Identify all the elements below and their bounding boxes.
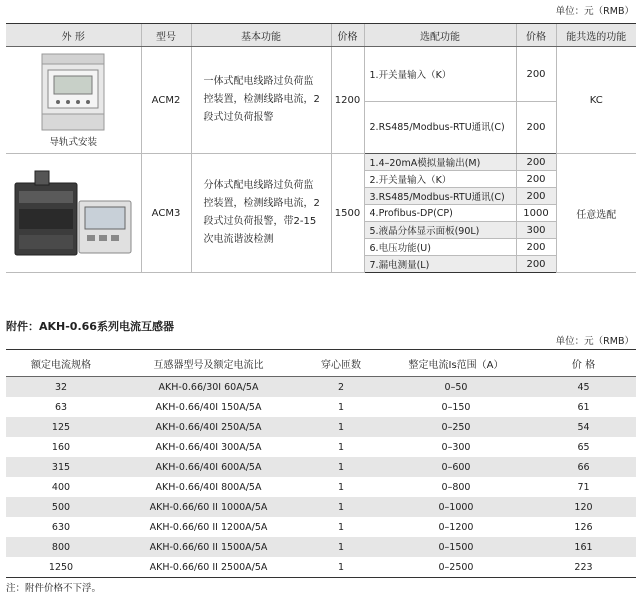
ct-price: 54 xyxy=(531,417,636,437)
header-option-price: 价格 xyxy=(516,24,556,47)
ct-model: AKH-0.66/60 II 2500A/5A xyxy=(116,557,301,578)
ct-table xyxy=(6,349,636,578)
product-table-header xyxy=(6,24,636,47)
footnote: 注：附件价格不下浮。 xyxy=(6,583,102,594)
acm2-price: 1200 xyxy=(331,47,364,154)
acm2-option-2: 2.RS485/Modbus-RTU通讯(C) xyxy=(364,102,516,154)
acm3-option-1-price: 200 xyxy=(516,154,556,171)
table-row xyxy=(6,377,636,398)
ct-turns: 1 xyxy=(337,441,345,453)
table-row xyxy=(6,477,636,497)
acm3-option-4-price: 1000 xyxy=(516,205,556,222)
header-appearance: 外 形 xyxy=(6,24,141,47)
ct-range: 0–150 xyxy=(441,401,471,413)
table-row xyxy=(6,397,636,417)
ct-price: 126 xyxy=(574,521,593,533)
acm2-option-1: 1.开关量输入（K） xyxy=(364,47,516,102)
ct-range: 0–300 xyxy=(441,441,471,453)
ct-model: AKH-0.66/60 II 1500A/5A xyxy=(116,537,301,557)
ct-rated-current: 315 xyxy=(6,457,116,477)
header-basic-function: 基本功能 xyxy=(191,24,331,47)
ct-range: 0–1200 xyxy=(438,521,474,533)
table-row xyxy=(6,437,636,457)
table-row xyxy=(6,537,636,557)
product-table xyxy=(6,23,636,273)
acm2-option-2-price: 200 xyxy=(516,102,556,154)
unit-label-1: 单位：元（RMB） xyxy=(555,6,634,17)
ct-range: 0–800 xyxy=(441,481,471,493)
acm3-option-2-price: 200 xyxy=(516,171,556,188)
acm3-option-6: 6.电压功能(U) xyxy=(364,239,516,256)
ct-model: AKH-0.66/40I 300A/5A xyxy=(155,441,262,453)
ct-price: 61 xyxy=(577,401,590,413)
ct-turns: 1 xyxy=(301,497,381,517)
table-row xyxy=(6,497,636,517)
table-row xyxy=(6,417,636,437)
ct-rated-current: 125 xyxy=(6,417,116,437)
header-price: 价格 xyxy=(331,24,364,47)
acm3-option-3: 3.RS485/Modbus-RTU通讯(C) xyxy=(364,188,516,205)
ct-model: AKH-0.66/40I 800A/5A xyxy=(155,481,262,493)
acm3-image-cell xyxy=(6,154,141,273)
ct-turns: 1 xyxy=(301,457,381,477)
ct-turns: 1 xyxy=(301,557,381,578)
ct-rated-current: 1250 xyxy=(6,557,116,578)
ct-price: 71 xyxy=(577,481,590,493)
acm3-combo: 任意选配 xyxy=(556,154,636,273)
ct-rated-current: 63 xyxy=(54,401,68,413)
ct-price: 161 xyxy=(531,537,636,557)
ct-header-price: 价 格 xyxy=(531,350,636,377)
ct-range: 0–250 xyxy=(381,417,531,437)
acm3-function: 分体式配电线路过负荷监控装置，检测线路电流，2段式过负荷报警，带2-15次电流谐波检测 xyxy=(191,154,331,273)
acm3-option-2: 2.开关量输入（K） xyxy=(364,171,516,188)
ct-range: 0–2500 xyxy=(381,557,531,578)
ct-header-range: 整定电流Is范围（A） xyxy=(381,350,531,377)
header-combo: 能共选的功能 xyxy=(556,24,636,47)
ct-table-header xyxy=(6,350,636,377)
ct-turns: 1 xyxy=(301,417,381,437)
acm2-combo: KC xyxy=(556,47,636,154)
unit-label-2: 单位：元（RMB） xyxy=(555,336,634,347)
ct-price: 223 xyxy=(531,557,636,578)
acm2-device-image xyxy=(38,52,108,132)
acm3-option-6-price: 200 xyxy=(516,239,556,256)
acm3-option-1: 1.4–20mA模拟量输出(M) xyxy=(364,154,516,171)
ct-rated-current: 32 xyxy=(6,377,116,398)
acm3-option-3-price: 200 xyxy=(516,188,556,205)
table-row xyxy=(6,457,636,477)
ct-model: AKH-0.66/40I 150A/5A xyxy=(155,401,262,413)
ct-range: 0–50 xyxy=(381,377,531,398)
ct-price: 45 xyxy=(531,377,636,398)
ct-range: 0–600 xyxy=(381,457,531,477)
accessory-title: 附件：AKH-0.66系列电流互感器 xyxy=(6,320,174,333)
header-options: 选配功能 xyxy=(364,24,516,47)
ct-rated-current: 630 xyxy=(51,521,71,533)
acm3-option-5: 5.液晶分体显示面板(90L) xyxy=(364,222,516,239)
acm2-image-caption: 导轨式安装 xyxy=(49,137,97,148)
acm2-image-cell xyxy=(6,47,141,154)
ct-price: 120 xyxy=(531,497,636,517)
acm3-device-image xyxy=(13,163,133,263)
acm2-option-1-price: 200 xyxy=(516,47,556,102)
ct-turns: 2 xyxy=(301,377,381,398)
ct-model: AKH-0.66/60 II 1200A/5A xyxy=(149,521,268,533)
ct-model: AKH-0.66/40I 250A/5A xyxy=(116,417,301,437)
ct-rated-current: 160 xyxy=(51,441,71,453)
ct-turns: 1 xyxy=(337,521,345,533)
ct-rated-current: 500 xyxy=(6,497,116,517)
acm3-option-5-price: 300 xyxy=(516,222,556,239)
ct-range: 0–1500 xyxy=(381,537,531,557)
ct-price: 65 xyxy=(577,441,590,453)
ct-price: 66 xyxy=(531,457,636,477)
ct-header-model: 互感器型号及额定电流比 xyxy=(116,350,301,377)
acm2-row xyxy=(6,47,636,102)
table-row xyxy=(6,557,636,578)
ct-table-body xyxy=(6,377,636,578)
table-row xyxy=(6,517,636,537)
ct-model: AKH-0.66/60 II 1000A/5A xyxy=(116,497,301,517)
ct-model: AKH-0.66/40I 600A/5A xyxy=(116,457,301,477)
ct-range: 0–1000 xyxy=(381,497,531,517)
ct-turns: 1 xyxy=(337,481,345,493)
ct-model: AKH-0.66/30I 60A/5A xyxy=(116,377,301,398)
ct-rated-current: 400 xyxy=(51,481,71,493)
ct-turns: 1 xyxy=(301,537,381,557)
acm3-option-7: 7.漏电测量(L) xyxy=(364,256,516,273)
ct-turns: 1 xyxy=(337,401,345,413)
ct-header-turns: 穿心匝数 xyxy=(301,350,381,377)
ct-header-rated: 额定电流规格 xyxy=(6,350,116,377)
ct-rated-current: 800 xyxy=(6,537,116,557)
acm3-row-1 xyxy=(6,154,636,171)
acm3-option-4: 4.Profibus-DP(CP) xyxy=(364,205,516,222)
acm3-option-7-price: 200 xyxy=(516,256,556,273)
header-model: 型号 xyxy=(141,24,191,47)
acm3-model: ACM3 xyxy=(141,154,191,273)
acm3-price: 1500 xyxy=(331,154,364,273)
acm2-function: 一体式配电线路过负荷监控装置，检测线路电流，2段式过负荷报警 xyxy=(191,47,331,154)
acm2-model: ACM2 xyxy=(141,47,191,154)
